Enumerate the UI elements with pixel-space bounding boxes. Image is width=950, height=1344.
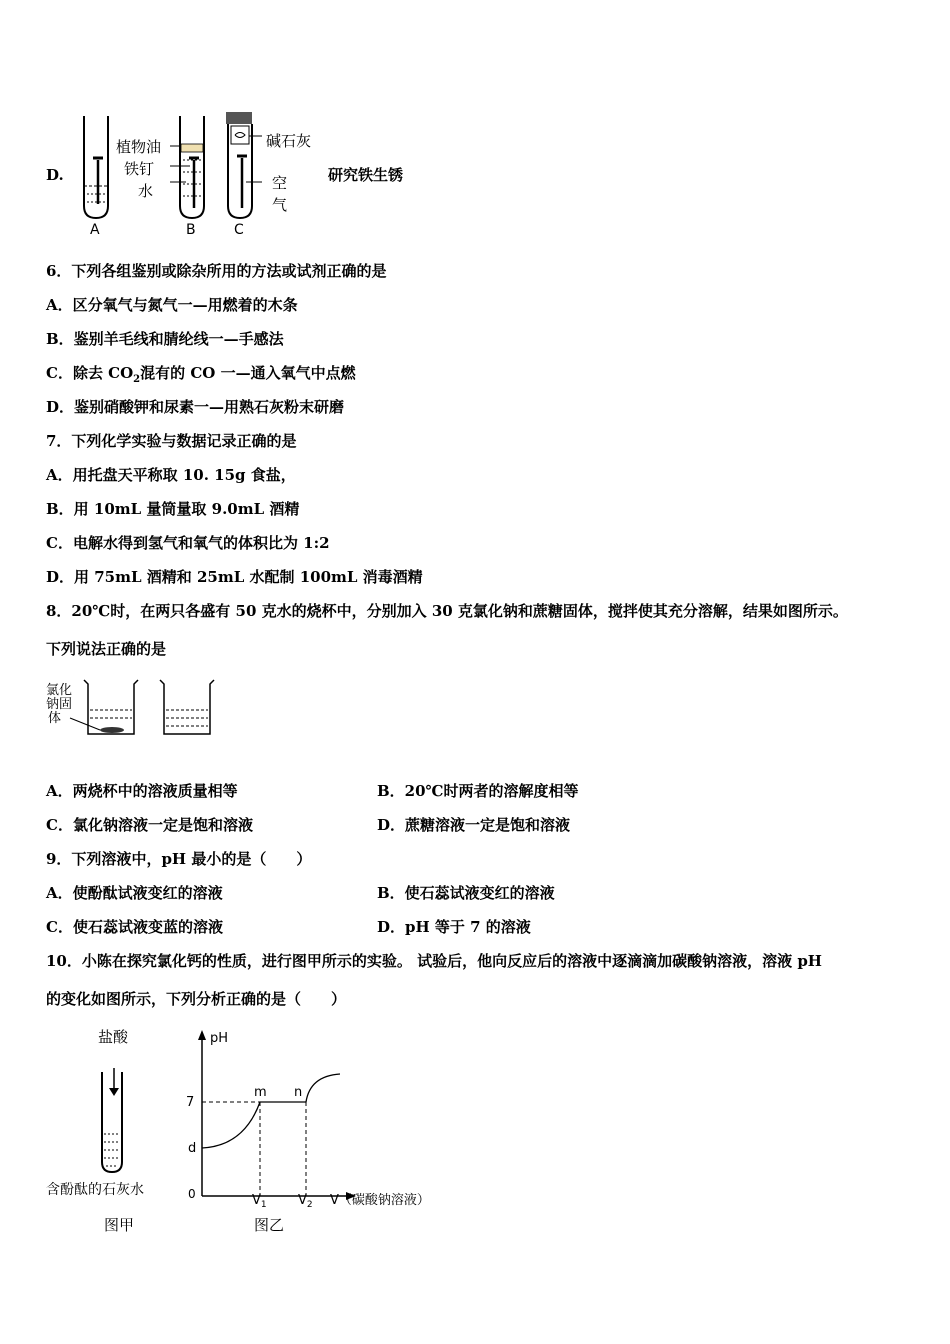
x-axis-label: V（碳酸钠溶液）: [330, 1193, 430, 1208]
q9-option-a: A．使酚酞试液变红的溶液: [46, 884, 223, 902]
test-tube-a: [84, 116, 108, 218]
origin-label: 0: [188, 1187, 196, 1201]
q7-option-c: C．电解水得到氢气和氧气的体积比为 1:2: [46, 534, 330, 552]
limewater-label: 含酚酞的石灰水: [46, 1182, 144, 1198]
tube-b-oil-layer: [181, 144, 203, 152]
soda-lime-packet: [231, 126, 249, 144]
q6-option-b: B．鉴别羊毛线和腈纶线一—手感法: [46, 330, 284, 348]
beakers-figure: [44, 672, 224, 742]
label-oil: 植物油: [116, 138, 162, 156]
test-tube-b: [180, 116, 204, 218]
point-n-label: n: [294, 1085, 303, 1100]
nacl-label-3: 体: [48, 711, 62, 726]
q8-stem-1: 8．20℃时，在两只各盛有 50 克水的烧杯中，分别加入 30 克氯化钠和蔗糖固体，搅拌使其充分溶解，结果如图所示。: [46, 602, 848, 620]
caption-jia: 图甲: [104, 1216, 135, 1234]
q6-option-a: A．区分氧气与氮气一—用燃着的木条: [46, 296, 298, 314]
q6-option-d: D．鉴别硝酸钾和尿素一—用熟石灰粉末研磨: [46, 398, 345, 416]
caption-yi: 图乙: [254, 1216, 285, 1234]
hcl-label: 盐酸: [98, 1028, 129, 1046]
v2-label: $V_2$: [298, 1193, 313, 1210]
label-water: 水: [138, 182, 154, 200]
q10-stem-2: 的变化如图所示，下列分析正确的是（ ）: [46, 990, 347, 1008]
q7-option-a: A．用托盘天平称取 10. 15g 食盐，: [46, 466, 296, 484]
figure-yi-ph-chart: [184, 1024, 464, 1234]
q9-option-d: D．pH 等于 7 的溶液: [377, 918, 531, 936]
q5-option-d-letter: D.: [46, 166, 64, 184]
point-d-label: d: [188, 1141, 197, 1156]
q6-option-c: C．除去 $CO_2$混有的 CO 一—通入氧气中点燃: [46, 364, 356, 385]
label-soda-lime: 碱石灰: [266, 132, 312, 150]
ph-curve: [202, 1074, 340, 1148]
y-tick-7: 7: [186, 1095, 195, 1110]
q9-option-b: B．使石蕊试液变红的溶液: [377, 884, 555, 902]
rust-experiment-figure: [76, 108, 336, 240]
undissolved-nacl: [100, 727, 124, 733]
q6-stem: 6．下列各组鉴别或除杂所用的方法或试剂正确的是: [46, 262, 387, 280]
label-air-1: 空: [272, 174, 288, 192]
q7-option-d: D．用 75mL 酒精和 25mL 水配制 100mL 消毒酒精: [46, 568, 423, 586]
q9-option-c: C．使石蕊试液变蓝的溶液: [46, 918, 223, 936]
nacl-label-1: 氯化: [46, 683, 73, 698]
q8-option-a: A．两烧杯中的溶液质量相等: [46, 782, 238, 800]
y-axis-label: pH: [210, 1031, 229, 1046]
tube-label-a: A: [90, 222, 100, 238]
nacl-label-2: 钠固: [46, 697, 73, 712]
q8-option-d: D．蔗糖溶液一定是饱和溶液: [377, 816, 571, 834]
v1-label: $V_1$: [252, 1193, 267, 1210]
figure-jia: [44, 1024, 174, 1234]
q9-stem: 9．下列溶液中，pH 最小的是（ ）: [46, 850, 312, 868]
beaker-nacl: [84, 680, 138, 734]
label-nail: 铁钉: [124, 160, 155, 178]
tube-label-b: B: [186, 222, 196, 238]
q8-stem-2: 下列说法正确的是: [46, 640, 167, 658]
q7-option-b: B．用 10mL 量筒量取 9.0mL 酒精: [46, 500, 300, 518]
point-m-label: m: [254, 1085, 267, 1100]
test-tube-jia: [102, 1072, 122, 1172]
q8-option-b: B．20℃时两者的溶解度相等: [377, 782, 579, 800]
q10-stem-1: 10．小陈在探究氯化钙的性质，进行图甲所示的实验。 试验后，他向反应后的溶液中逐滴滴加碳酸钠溶液，溶液 pH: [46, 952, 822, 970]
tube-label-c: C: [234, 222, 244, 238]
label-air-2: 气: [272, 196, 288, 214]
q8-option-c: C．氯化钠溶液一定是饱和溶液: [46, 816, 253, 834]
q5-option-d-text: 研究铁生锈: [328, 166, 404, 184]
q7-stem: 7．下列化学实验与数据记录正确的是: [46, 432, 297, 450]
tube-c-stopper: [226, 112, 252, 124]
